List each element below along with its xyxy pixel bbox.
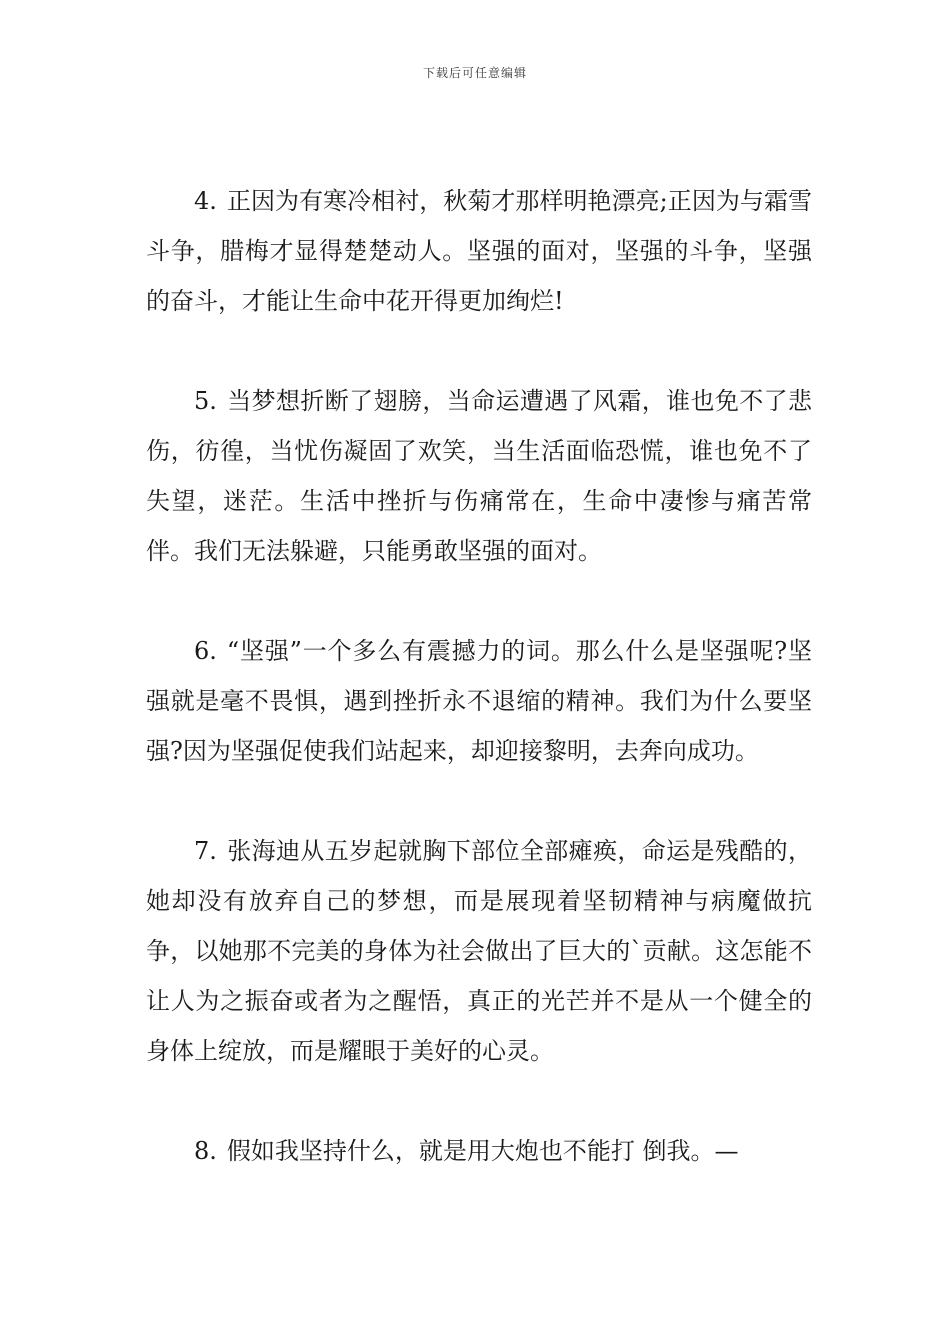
paragraph-text: 张海迪从五岁起就胸下部位全部瘫痪，命运是残酷的，她却没有放弃自己的梦想，而是展现着坚韧精神与病魔做抗争，以她那不完美的身体为社会做出了巨大的`贡献。这怎能不让人为之振奋或者为之醒悟，真正的光芒并不是从一个健全的身体上绽放，而是耀眼于美好的心灵。 — [146, 837, 812, 1065]
paragraph-number: 5. — [194, 387, 217, 415]
document-body — [146, 176, 812, 1226]
paragraph-7 — [146, 826, 812, 1076]
page-header: 下载后可任意编辑 — [422, 66, 527, 80]
paragraph-number: 8. — [194, 1137, 217, 1165]
paragraph-number: 7. — [194, 837, 217, 865]
paragraph-4 — [146, 176, 812, 326]
paragraph-text: “坚强”一个多么有震撼力的词。那么什么是坚强呢?坚强就是毫不畏惧，遇到挫折永不退缩的精神。我们为什么要坚强?因为坚强促使我们站起来，却迎接黎明，去奔向成功。 — [146, 637, 812, 765]
paragraph-number: 4. — [194, 187, 217, 215]
paragraph-5 — [146, 376, 812, 576]
paragraph-8 — [146, 1126, 812, 1176]
paragraph-text: 正因为有寒冷相衬，秋菊才那样明艳漂亮;正因为与霜雪斗争，腊梅才显得楚楚动人。坚强的面对，坚强的斗争，坚强的奋斗，才能让生命中花开得更加绚烂! — [146, 187, 812, 315]
paragraph-text: 假如我坚持什么，就是用大炮也不能打 倒我。— — [226, 1137, 739, 1165]
paragraph-text: 当梦想折断了翅膀，当命运遭遇了风霜，谁也免不了悲伤，彷徨，当忧伤凝固了欢笑，当生活面临恐慌，谁也免不了失望，迷茫。生活中挫折与伤痛常在，生命中凄惨与痛苦常伴。我们无法躲避，只能勇敢坚强的面对。 — [146, 387, 812, 565]
paragraph-number: 6. — [194, 637, 217, 665]
paragraph-6 — [146, 626, 812, 776]
